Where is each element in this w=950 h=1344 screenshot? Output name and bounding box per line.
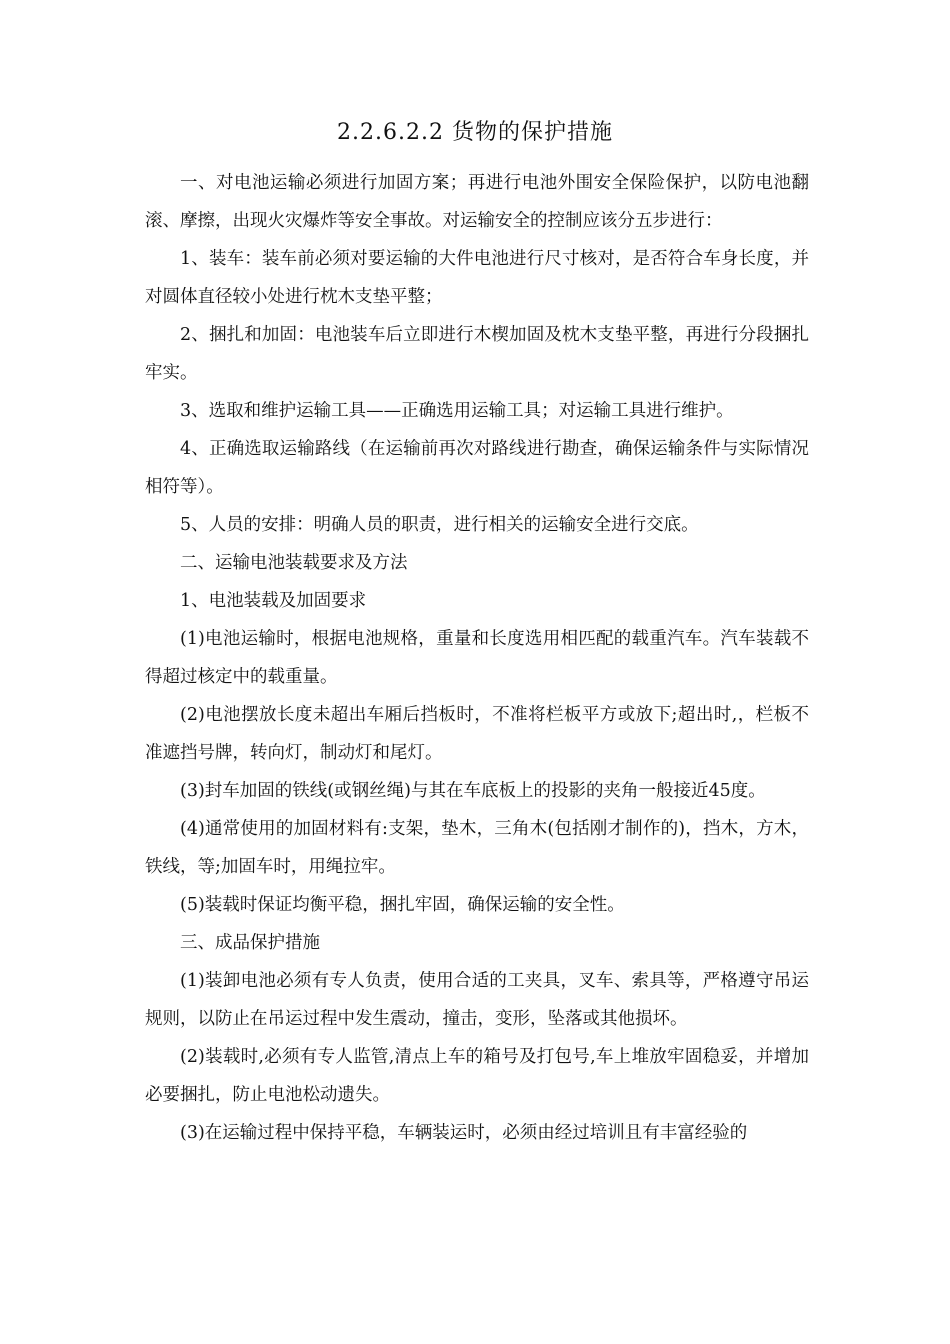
paragraph-8: (2)电池摆放长度未超出车厢后挡板时，不准将栏板平方或放下;超出时,，栏板不准遮挡号牌，转向灯，制动灯和尾灯。 <box>145 705 809 763</box>
paragraph-4: 3、选取和维护运输工具——正确选用运输工具；对运输工具进行维护。 <box>180 401 734 421</box>
document-body <box>145 164 809 1152</box>
document-title: 2.2.6.2.2 货物的保护措施 <box>337 120 613 145</box>
paragraph-2: 1、装车：装车前必须对要运输的大件电池进行尺寸核对，是否符合车身长度，并对圆体直径较小处进行枕木支垫平整； <box>145 249 809 307</box>
section-heading-3: 三、成品保护措施 <box>180 933 320 953</box>
paragraph-9: (3)封车加固的铁线(或钢丝绳)与其在车底板上的投影的夹角一般接近45度。 <box>180 781 766 801</box>
paragraph-13: (2)装载时,必须有专人监管,清点上车的箱号及打包号,车上堆放牢固稳妥，并增加必要捆扎，防止电池松动遗失。 <box>145 1047 809 1105</box>
paragraph-11: (5)装载时保证均衡平稳，捆扎牢固，确保运输的安全性。 <box>180 895 625 915</box>
paragraph-14: (3)在运输过程中保持平稳，车辆装运时，必须由经过培训且有丰富经验的 <box>180 1123 748 1143</box>
paragraph-5: 4、正确选取运输路线（在运输前再次对路线进行勘查，确保运输条件与实际情况相符等）。 <box>145 439 809 497</box>
paragraph-6: 5、人员的安排：明确人员的职责，进行相关的运输安全进行交底。 <box>180 515 699 535</box>
paragraph-7: (1)电池运输时，根据电池规格，重量和长度选用相匹配的载重汽车。汽车装载不得超过核定中的载重量。 <box>145 629 809 687</box>
subsection-heading-1: 1、电池装载及加固要求 <box>180 591 367 611</box>
paragraph-1: 一、对电池运输必须进行加固方案；再进行电池外围安全保险保护，以防电池翻滚、摩擦，出现火灾爆炸等安全事故。对运输安全的控制应该分五步进行： <box>145 173 809 231</box>
paragraph-3: 2、捆扎和加固：电池装车后立即进行木楔加固及枕木支垫平整，再进行分段捆扎牢实。 <box>145 325 809 383</box>
paragraph-10: (4)通常使用的加固材料有:支架，垫木，三角木(包括刚才制作的)，挡木，方木，铁线，等;加固车时，用绳拉牢。 <box>145 819 809 877</box>
section-heading-2: 二、运输电池装载要求及方法 <box>180 553 408 573</box>
paragraph-12: (1)装卸电池必须有专人负责，使用合适的工夹具，叉车、索具等，严格遵守吊运规则，以防止在吊运过程中发生震动，撞击，变形，坠落或其他损坏。 <box>145 971 809 1029</box>
